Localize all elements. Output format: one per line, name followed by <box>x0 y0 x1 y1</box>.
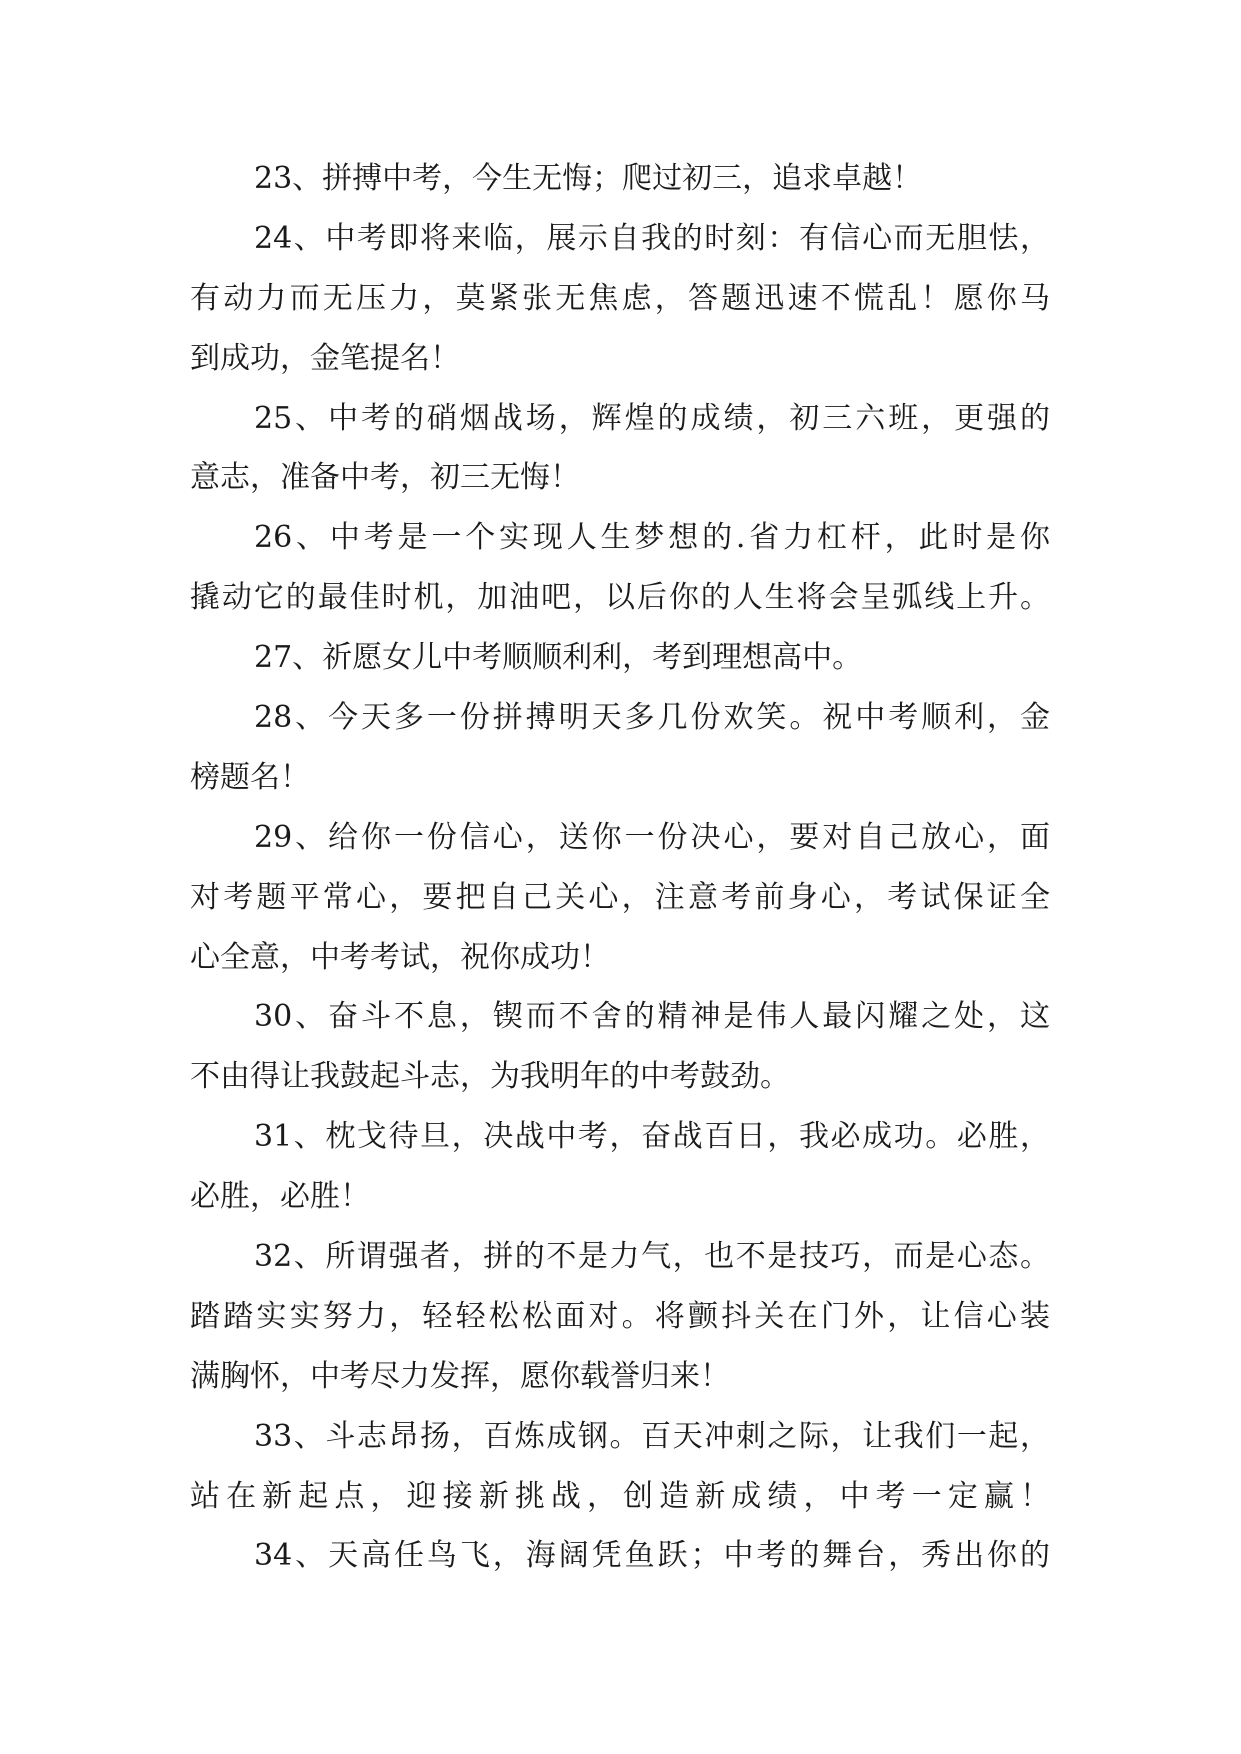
text-line: 心全意，中考考试，祝你成功！ <box>190 939 610 975</box>
text-line: 对考题平常心，要把自己关心，注意考前身心，考试保证全 <box>190 879 1050 915</box>
text-line: 33、斗志昂扬，百炼成钢。百天冲刺之际，让我们一起， <box>254 1418 1050 1454</box>
text-line: 28、今天多一份拼搏明天多几份欢笑。祝中考顺利，金 <box>254 700 1050 736</box>
text-line: 不由得让我鼓起斗志，为我明年的中考鼓劲。 <box>190 1059 790 1095</box>
text-line: 31、枕戈待旦，决战中考，奋战百日，我必成功。必胜， <box>254 1119 1050 1155</box>
text-line: 站在新起点，迎接新挑战，创造新成绩，中考一定赢！ <box>190 1478 1050 1514</box>
text-line: 意志，准备中考，初三无悔！ <box>190 460 580 496</box>
text-line: 32、所谓强者，拼的不是力气，也不是技巧，而是心态。 <box>254 1239 1050 1275</box>
document-body <box>190 159 1050 1596</box>
text-line: 34、天高任鸟飞，海阔凭鱼跃；中考的舞台，秀出你的 <box>254 1538 1050 1574</box>
text-line: 30、奋斗不息，锲而不舍的精神是伟人最闪耀之处，这 <box>254 999 1050 1035</box>
text-line: 必胜，必胜！ <box>190 1179 370 1215</box>
text-line: 29、给你一份信心，送你一份决心，要对自己放心，面 <box>254 819 1050 855</box>
text-line: 23、拼搏中考，今生无悔；爬过初三，追求卓越！ <box>254 161 923 196</box>
text-line: 27、祈愿女儿中考顺顺利利，考到理想高中。 <box>254 640 863 676</box>
text-line: 26、中考是一个实现人生梦想的.省力杠杆，此时是你 <box>254 520 1050 556</box>
text-line: 撬动它的最佳时机，加油吧，以后你的人生将会呈弧线上升。 <box>190 580 1050 616</box>
text-line: 25、中考的硝烟战场，辉煌的成绩，初三六班，更强的 <box>254 400 1050 436</box>
text-line: 满胸怀，中考尽力发挥，愿你载誉归来！ <box>190 1358 730 1394</box>
text-line: 有动力而无压力，莫紧张无焦虑，答题迅速不慌乱！愿你马 <box>190 280 1050 316</box>
text-line: 榜题名！ <box>190 759 310 795</box>
text-line: 踏踏实实努力，轻轻松松面对。将颤抖关在门外，让信心装 <box>190 1298 1050 1334</box>
text-line: 24、中考即将来临，展示自我的时刻：有信心而无胆怯， <box>254 220 1050 256</box>
text-line: 到成功，金笔提名！ <box>190 340 460 376</box>
